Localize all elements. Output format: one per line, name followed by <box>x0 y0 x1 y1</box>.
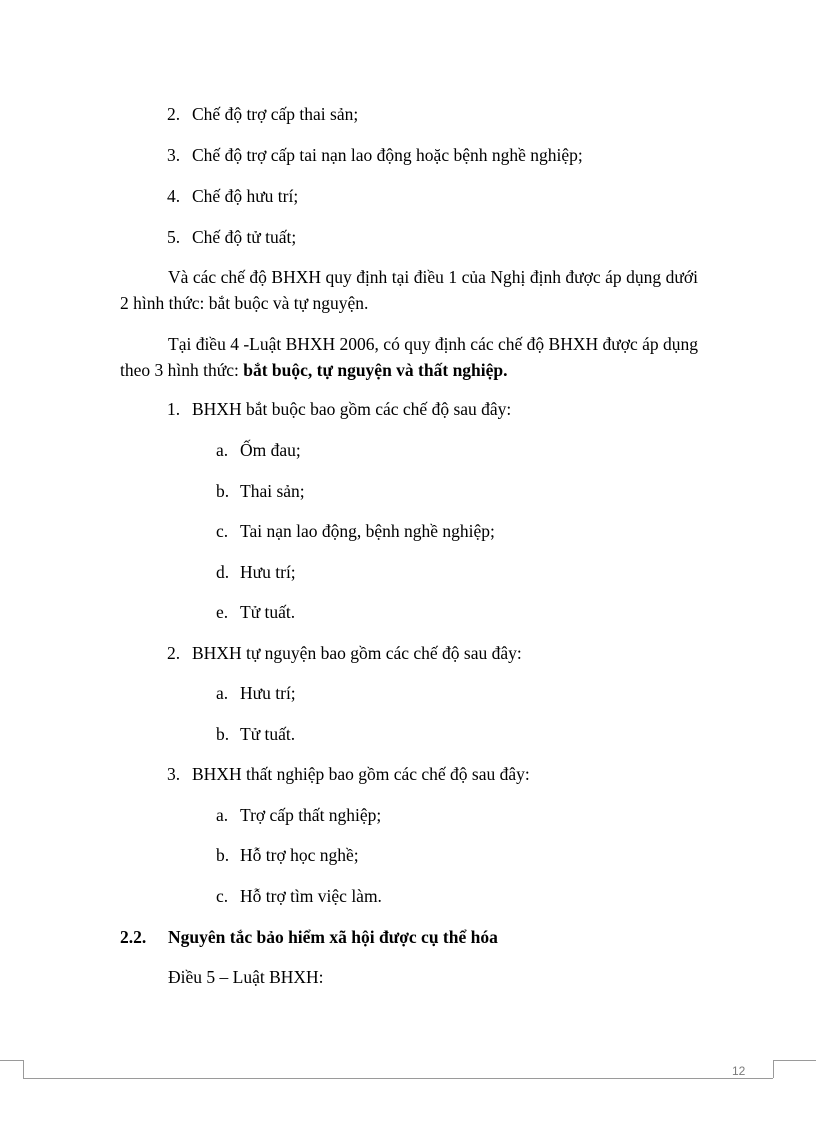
sub-item: Hỗ trợ học nghề; <box>240 845 359 865</box>
sub-item-letter: c. <box>216 521 229 541</box>
sub-item-letter: a. <box>216 440 229 460</box>
sub-item: Hưu trí; <box>240 562 296 582</box>
group-title: BHXH thất nghiệp bao gồm các chế độ sau đây: <box>192 764 530 784</box>
sub-item: Ốm đau; <box>240 440 301 460</box>
group-number: 1. <box>167 399 181 419</box>
list-item: Chế độ trợ cấp tai nạn lao động hoặc bệnh nghề nghiệp; <box>192 145 583 165</box>
footer-rule-left-vertical <box>23 1060 24 1078</box>
footer-rule-right-vertical <box>773 1060 774 1078</box>
group-number: 2. <box>167 643 181 663</box>
group-title: BHXH tự nguyện bao gồm các chế độ sau đây: <box>192 643 522 663</box>
footer-rule-right <box>773 1060 816 1061</box>
paragraph-1: Và các chế độ BHXH quy định tại điều 1 của Nghị định được áp dụng dưới 2 hình thức: bắt buộc và tự nguyện. <box>120 267 698 313</box>
list-number: 4. <box>167 186 181 206</box>
section-title: Nguyên tắc bảo hiểm xã hội được cụ thể hóa <box>168 927 498 947</box>
sub-item-letter: b. <box>216 724 230 744</box>
sub-item-letter: e. <box>216 602 229 622</box>
sub-item-letter: c. <box>216 886 229 906</box>
list-item: Chế độ hưu trí; <box>192 186 299 206</box>
footer-rule <box>23 1078 773 1079</box>
list-number: 3. <box>167 145 181 165</box>
sub-item: Thai sản; <box>240 481 305 501</box>
sub-item: Tử tuất. <box>240 724 296 744</box>
article-line: Điều 5 – Luật BHXH: <box>168 967 324 987</box>
sub-item-letter: b. <box>216 845 230 865</box>
sub-item: Tai nạn lao động, bệnh nghề nghiệp; <box>240 521 495 541</box>
list-item: Chế độ trợ cấp thai sản; <box>192 104 359 124</box>
section-number: 2.2. <box>120 927 147 947</box>
list-item: Chế độ tử tuất; <box>192 227 297 247</box>
sub-item: Trợ cấp thất nghiệp; <box>240 805 382 825</box>
list-number: 2. <box>167 104 181 124</box>
sub-item-letter: a. <box>216 805 229 825</box>
footer-rule-left <box>0 1060 24 1061</box>
sub-item: Hưu trí; <box>240 683 296 703</box>
paragraph-2-bold: bắt buộc, tự nguyện và thất nghiệp. <box>243 360 508 380</box>
paragraph-2 <box>120 331 698 383</box>
group-number: 3. <box>167 764 181 784</box>
group-title: BHXH bắt buộc bao gồm các chế độ sau đây: <box>192 399 512 419</box>
paragraph-2-text: Tại điều 4 -Luật BHXH 2006, có quy định các chế độ BHXH được áp dụng theo 3 hình thức: <box>120 334 699 380</box>
list-number: 5. <box>167 227 181 247</box>
sub-item-letter: a. <box>216 683 229 703</box>
sub-item-letter: d. <box>216 562 230 582</box>
sub-item-letter: b. <box>216 481 230 501</box>
sub-item: Tử tuất. <box>240 602 296 622</box>
sub-item: Hỗ trợ tìm việc làm. <box>240 886 382 906</box>
page-number: 12 <box>732 1064 746 1078</box>
